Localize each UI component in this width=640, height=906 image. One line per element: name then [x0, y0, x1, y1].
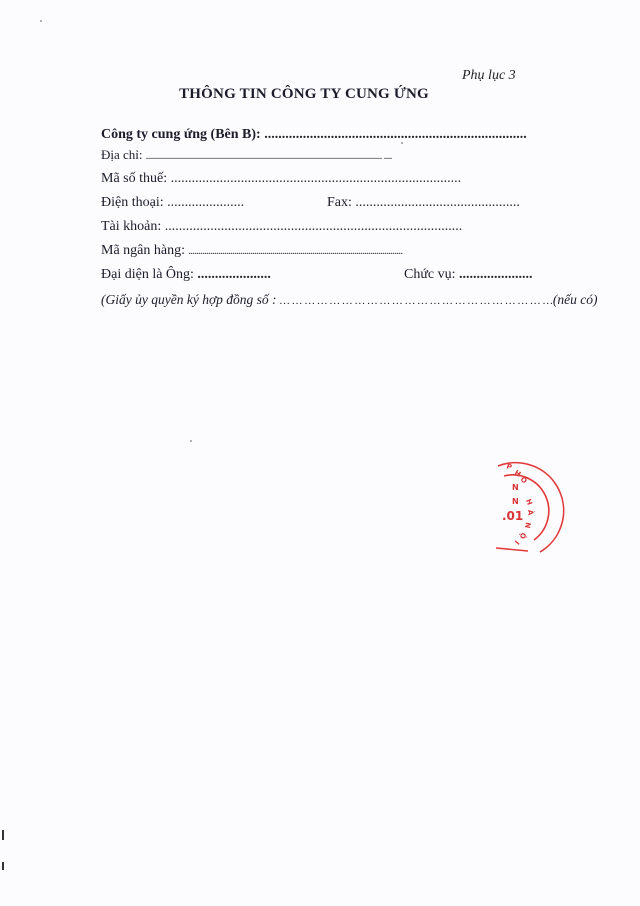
bank-code-field [101, 242, 402, 261]
position-label: Chức vụ: [404, 267, 460, 282]
company-label: Công ty cung ứng (Bên B): [101, 127, 265, 142]
svg-text:À: À [526, 509, 535, 516]
page-title: THÔNG TIN CÔNG TY CUNG ỨNG [179, 86, 429, 102]
svg-text:H: H [513, 468, 523, 479]
svg-text:N: N [512, 497, 519, 506]
appendix-label: Phụ lục 3 [462, 68, 516, 83]
fax-field [327, 194, 520, 212]
authorization-suffix: (nếu có) [552, 292, 598, 307]
authorization-label: (Giấy ủy quyền ký hợp đồng số : [101, 292, 280, 307]
bank-code-label: Mã ngân hàng: [101, 243, 189, 258]
position-field [404, 266, 533, 284]
authorization-dots: … … … … … … … … … … … … … … … … … … … … … … [279, 295, 553, 307]
svg-text:P: P [505, 462, 513, 472]
scan-edge-mark [2, 862, 4, 870]
account-field [101, 218, 462, 236]
svg-text:Ộ: Ộ [517, 531, 528, 540]
svg-text:.01: .01 [502, 509, 524, 523]
phone-field [101, 194, 244, 212]
position-dots: ..................... [459, 267, 533, 282]
address-field [101, 146, 392, 166]
scan-edge-mark [2, 830, 4, 840]
address-dots: ...................................................................................................................... .... [145, 151, 392, 162]
stamp-seal [468, 452, 578, 562]
scan-speck [40, 20, 42, 22]
account-label: Tài khoản: [101, 219, 165, 234]
company-dots: ........................................................................... [264, 127, 527, 142]
representative-label: Đại diện là Ông: [101, 267, 198, 282]
tax-code-dots: ................................................................................... [170, 171, 462, 186]
svg-text:N: N [512, 483, 519, 492]
scan-speck [401, 142, 403, 144]
svg-text:I: I [512, 538, 521, 546]
scan-speck [190, 440, 192, 442]
phone-dots: ...................... [167, 195, 245, 210]
representative-field [101, 266, 271, 284]
tax-code-field [101, 170, 461, 188]
tax-code-label: Mã số thuế: [101, 171, 171, 186]
representative-dots: ..................... [197, 267, 271, 282]
authorization-field [101, 291, 597, 310]
svg-text:H: H [524, 497, 534, 507]
bank-code-dots: ........................................................................................................... [188, 246, 403, 257]
svg-text:N: N [523, 521, 532, 529]
svg-text:Ố: Ố [518, 475, 529, 486]
company-field [101, 126, 527, 144]
address-label: Địa chỉ: [101, 147, 146, 162]
fax-label: Fax: [327, 195, 356, 210]
account-dots: ..................................................................................... [164, 219, 463, 234]
phone-label: Điện thoại: [101, 195, 168, 210]
fax-dots: ............................................... [355, 195, 520, 210]
